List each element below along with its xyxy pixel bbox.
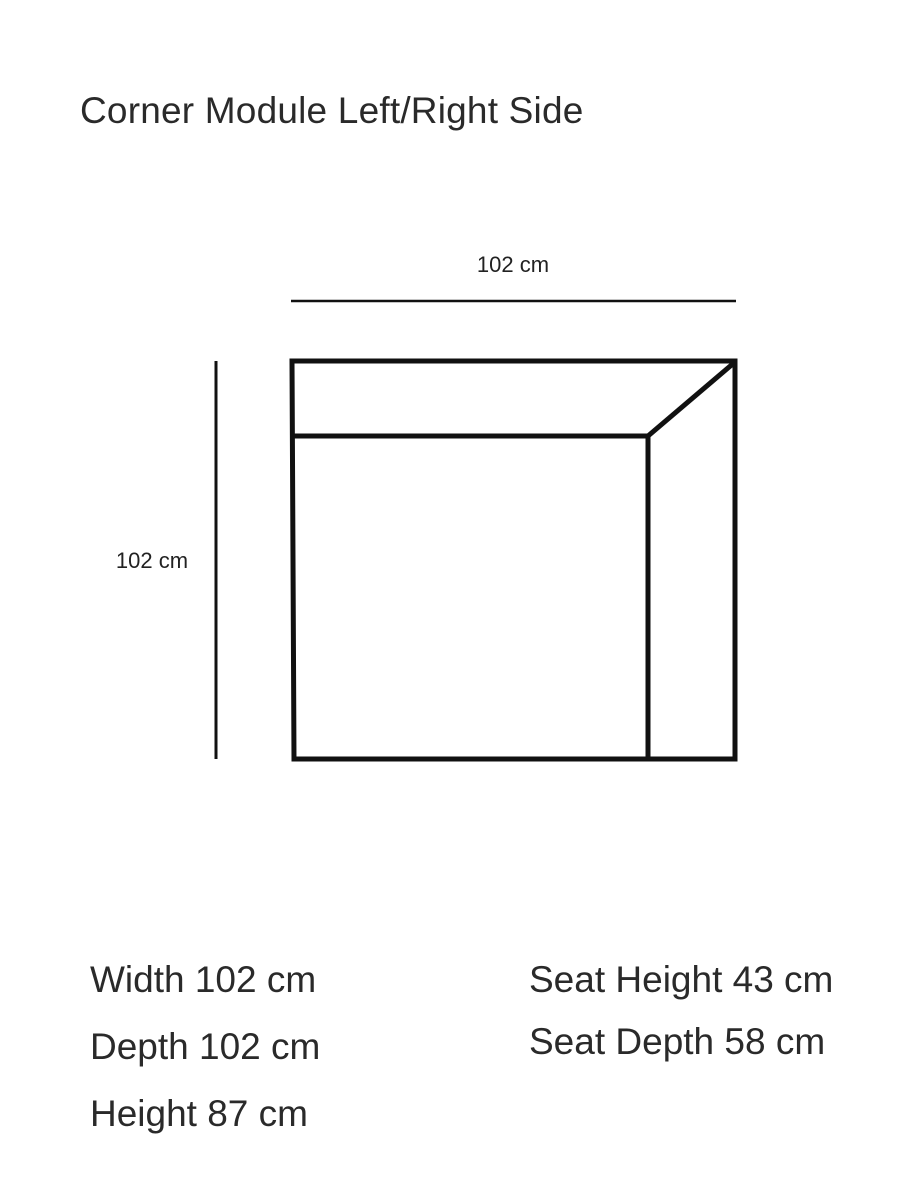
- corner-diagonal-line: [648, 362, 735, 436]
- spec-width: Width 102 cm: [90, 959, 317, 1000]
- specs-right-column: [529, 958, 833, 1082]
- module-outline: [292, 361, 735, 759]
- width-dimension-label: 102 cm: [476, 252, 550, 277]
- spec-height: Height 87 cm: [90, 1093, 308, 1134]
- spec-seat-height: Seat Height 43 cm: [529, 959, 834, 1000]
- spec-depth: Depth 102 cm: [90, 1026, 321, 1067]
- specs-left-column: [90, 958, 320, 1159]
- page-title: Corner Module Left/Right Side: [80, 90, 584, 131]
- depth-dimension-label: 102 cm: [115, 548, 189, 573]
- spec-seat-depth: Seat Depth 58 cm: [529, 1021, 826, 1062]
